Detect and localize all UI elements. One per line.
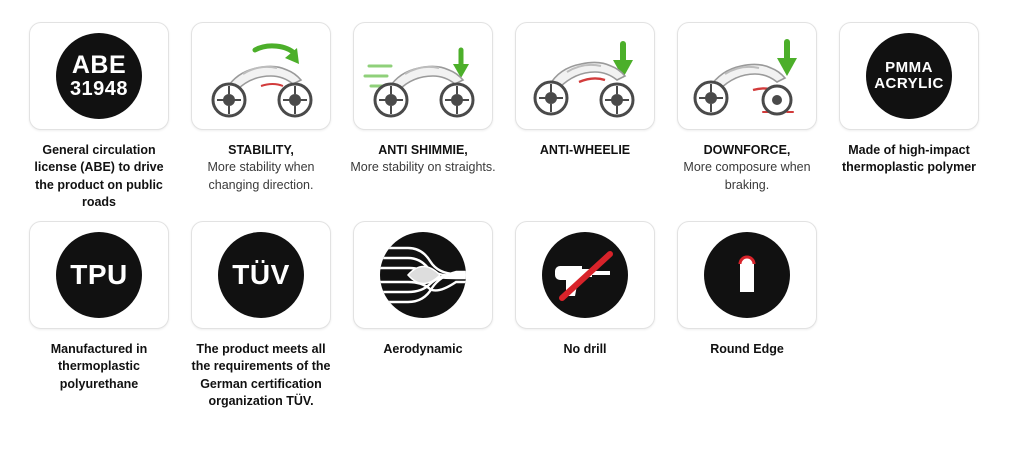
feature-title-tuv: The product meets all the requirements of the German certification organization TÜV.	[191, 342, 331, 408]
feature-card-pmma[interactable]	[839, 22, 979, 130]
feature-caption-tpu	[25, 341, 173, 393]
no-drill-icon	[540, 230, 630, 320]
feature-card-stability[interactable]	[191, 22, 331, 130]
pmma-badge-line1: PMMA	[885, 59, 933, 77]
feature-caption-downforce	[673, 142, 821, 194]
motorcycle-downforce-icon	[685, 30, 809, 122]
feature-title-aerodynamic: Aerodynamic	[383, 342, 463, 356]
feature-no-drill	[504, 221, 666, 358]
feature-title-tpu: Manufactured in thermoplastic polyurethane	[50, 342, 148, 391]
feature-row-2	[18, 221, 1006, 410]
feature-tuv	[180, 221, 342, 410]
feature-caption-anti-shimmie	[349, 142, 497, 177]
motorcycle-anti-shimmie-icon	[361, 30, 485, 122]
feature-card-round-edge[interactable]	[677, 221, 817, 329]
aerodynamic-airflow-icon	[378, 230, 468, 320]
feature-subtitle-downforce: More composure when braking.	[683, 160, 811, 192]
feature-card-abe[interactable]	[29, 22, 169, 130]
feature-card-anti-wheelie[interactable]	[515, 22, 655, 130]
feature-round-edge	[666, 221, 828, 358]
pmma-acrylic-badge-icon	[866, 33, 952, 119]
feature-caption-round-edge	[673, 341, 821, 358]
feature-title-stability: STABILITY,	[228, 143, 294, 157]
feature-abe	[18, 22, 180, 211]
tuv-badge-line1: TÜV	[232, 259, 290, 291]
feature-card-aerodynamic[interactable]	[353, 221, 493, 329]
feature-card-tpu[interactable]	[29, 221, 169, 329]
feature-row-1	[18, 22, 1006, 211]
feature-subtitle-anti-shimmie: More stability on straights.	[350, 160, 496, 175]
feature-stability	[180, 22, 342, 194]
feature-aerodynamic	[342, 221, 504, 358]
feature-anti-shimmie	[342, 22, 504, 177]
tpu-badge-line1: TPU	[70, 259, 128, 291]
feature-title-round-edge: Round Edge	[710, 342, 784, 356]
tuv-badge-icon	[218, 232, 304, 318]
feature-title-downforce: DOWNFORCE,	[703, 143, 791, 157]
feature-caption-tuv	[187, 341, 335, 410]
feature-card-anti-shimmie[interactable]	[353, 22, 493, 130]
feature-title-anti-wheelie: ANTI-WHEELIE	[539, 143, 631, 157]
feature-downforce	[666, 22, 828, 194]
feature-pmma	[828, 22, 990, 177]
feature-subtitle-stability: More stability when changing direction.	[207, 160, 315, 192]
feature-card-no-drill[interactable]	[515, 221, 655, 329]
feature-title-pmma: Made of high-impact thermoplastic polymer	[841, 143, 977, 175]
feature-tpu	[18, 221, 180, 393]
motorcycle-anti-wheelie-icon	[523, 30, 647, 122]
feature-caption-abe	[25, 142, 173, 211]
motorcycle-stability-icon	[199, 30, 323, 122]
tpu-badge-icon	[56, 232, 142, 318]
feature-title-no-drill: No drill	[563, 342, 607, 356]
feature-caption-stability	[187, 142, 335, 194]
feature-card-downforce[interactable]	[677, 22, 817, 130]
feature-caption-pmma	[835, 142, 983, 177]
feature-card-tuv[interactable]	[191, 221, 331, 329]
feature-caption-no-drill	[511, 341, 659, 358]
abe-badge-line2: 31948	[69, 77, 129, 100]
abe-badge-line1: ABE	[71, 51, 127, 80]
abe-badge-icon	[56, 33, 142, 119]
pmma-badge-line2: ACRYLIC	[874, 75, 944, 92]
feature-caption-aerodynamic	[349, 341, 497, 358]
feature-title-abe: General circulation license (ABE) to drive the product on public roads	[34, 143, 164, 209]
feature-anti-wheelie	[504, 22, 666, 159]
feature-caption-anti-wheelie	[511, 142, 659, 159]
round-edge-icon	[702, 230, 792, 320]
feature-title-anti-shimmie: ANTI SHIMMIE,	[378, 143, 468, 157]
